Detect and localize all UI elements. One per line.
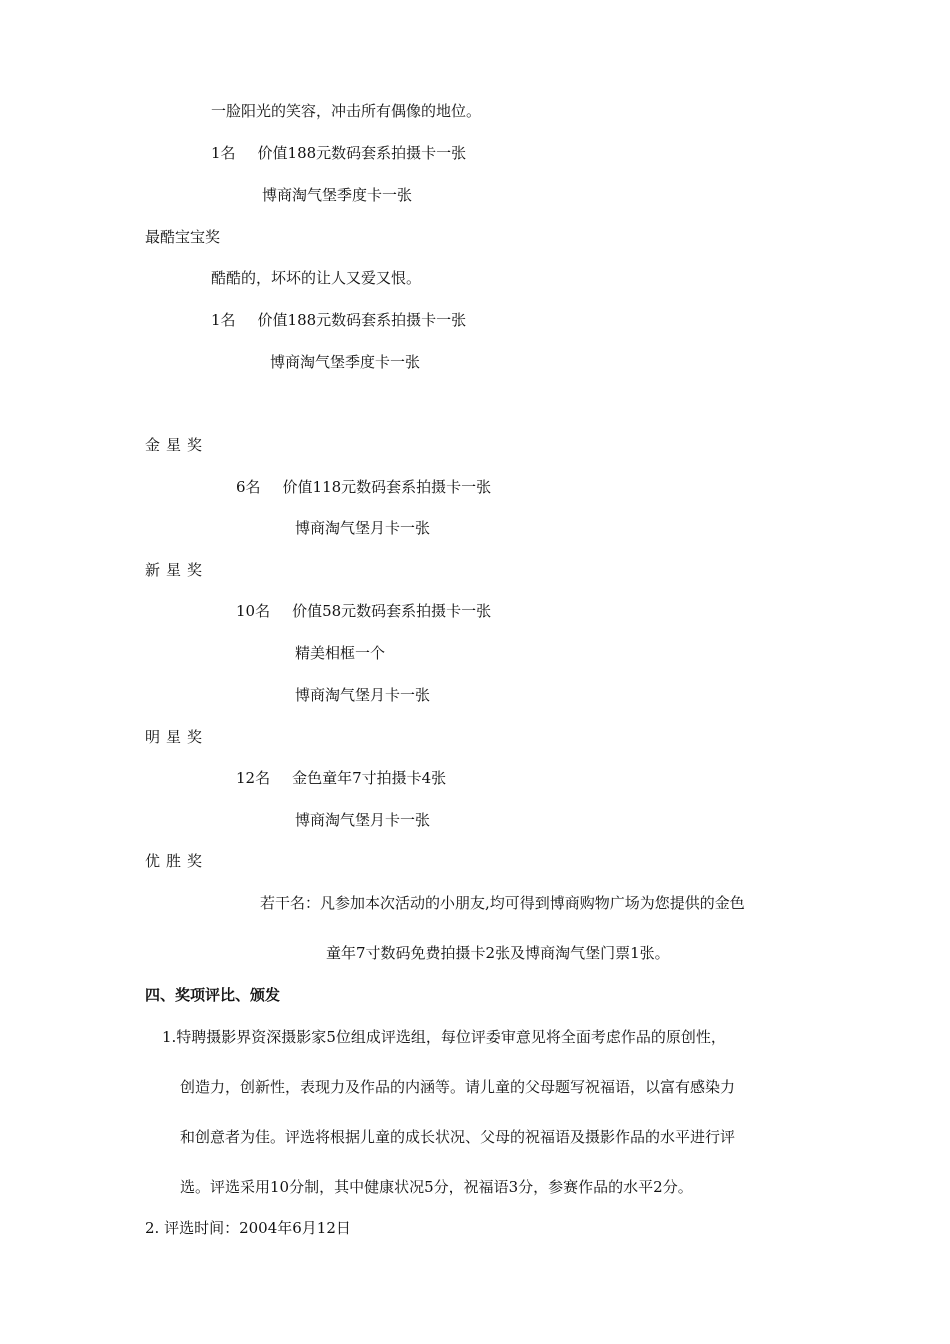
paragraph-line: 若干名：凡参加本次活动的小朋友,均可得到博商购物广场为您提供的金色 bbox=[260, 894, 745, 912]
award-prize-line: 精美相框一个 bbox=[295, 644, 386, 662]
award-prize: 价值188元数码套系拍摄卡一张 bbox=[257, 144, 467, 162]
award-title: 最酷宝宝奖 bbox=[145, 228, 221, 246]
award-quantity-line bbox=[211, 310, 466, 330]
award-prize: 金色童年7寸拍摄卡4张 bbox=[292, 769, 447, 787]
award-title: 金星奖 bbox=[145, 436, 209, 454]
award-quantity-line bbox=[211, 143, 466, 163]
paragraph-line: 一脸阳光的笑容，冲击所有偶像的地位。 bbox=[211, 102, 482, 120]
award-title: 新星奖 bbox=[145, 561, 209, 579]
award-prize-line: 博商淘气堡季度卡一张 bbox=[262, 186, 413, 204]
award-quantity-line bbox=[236, 601, 491, 621]
award-count: 12名 bbox=[236, 769, 271, 787]
paragraph-line: 和创意者为佳。评选将根据儿童的成长状况、父母的祝福语及摄影作品的水平进行评 bbox=[180, 1128, 736, 1146]
award-prize: 价值188元数码套系拍摄卡一张 bbox=[257, 311, 467, 329]
award-prize-line: 博商淘气堡月卡一张 bbox=[295, 519, 431, 537]
paragraph-line: 童年7寸数码免费拍摄卡2张及博商淘气堡门票1张。 bbox=[326, 944, 670, 962]
award-title: 优胜奖 bbox=[145, 852, 209, 870]
paragraph-line: 酷酷的，坏坏的让人又爱又恨。 bbox=[211, 269, 422, 287]
award-count: 10名 bbox=[236, 602, 271, 620]
award-prize: 价值118元数码套系拍摄卡一张 bbox=[282, 478, 492, 496]
award-prize: 价值58元数码套系拍摄卡一张 bbox=[292, 602, 492, 620]
award-count: 1名 bbox=[211, 311, 236, 329]
award-count: 1名 bbox=[211, 144, 236, 162]
award-quantity-line bbox=[236, 477, 491, 497]
award-prize-line: 博商淘气堡季度卡一张 bbox=[270, 353, 421, 371]
award-title: 明星奖 bbox=[145, 728, 209, 746]
paragraph-line: 1.特聘摄影界资深摄影家5位组成评选组，每位评委审意见将全面考虑作品的原创性， bbox=[162, 1028, 726, 1046]
section-heading: 四、奖项评比、颁发 bbox=[145, 986, 281, 1004]
award-prize-line: 博商淘气堡月卡一张 bbox=[295, 686, 431, 704]
award-quantity-line bbox=[236, 768, 446, 788]
paragraph-line: 创造力，创新性，表现力及作品的内涵等。请儿童的父母题写祝福语，以富有感染力 bbox=[180, 1078, 736, 1096]
award-count: 6名 bbox=[236, 478, 261, 496]
award-prize-line: 博商淘气堡月卡一张 bbox=[295, 811, 431, 829]
paragraph-line: 选。评选采用10分制，其中健康状况5分，祝福语3分，参赛作品的水平2分。 bbox=[180, 1178, 693, 1196]
paragraph-line: 2. 评选时间：2004年6月12日 bbox=[145, 1219, 351, 1237]
